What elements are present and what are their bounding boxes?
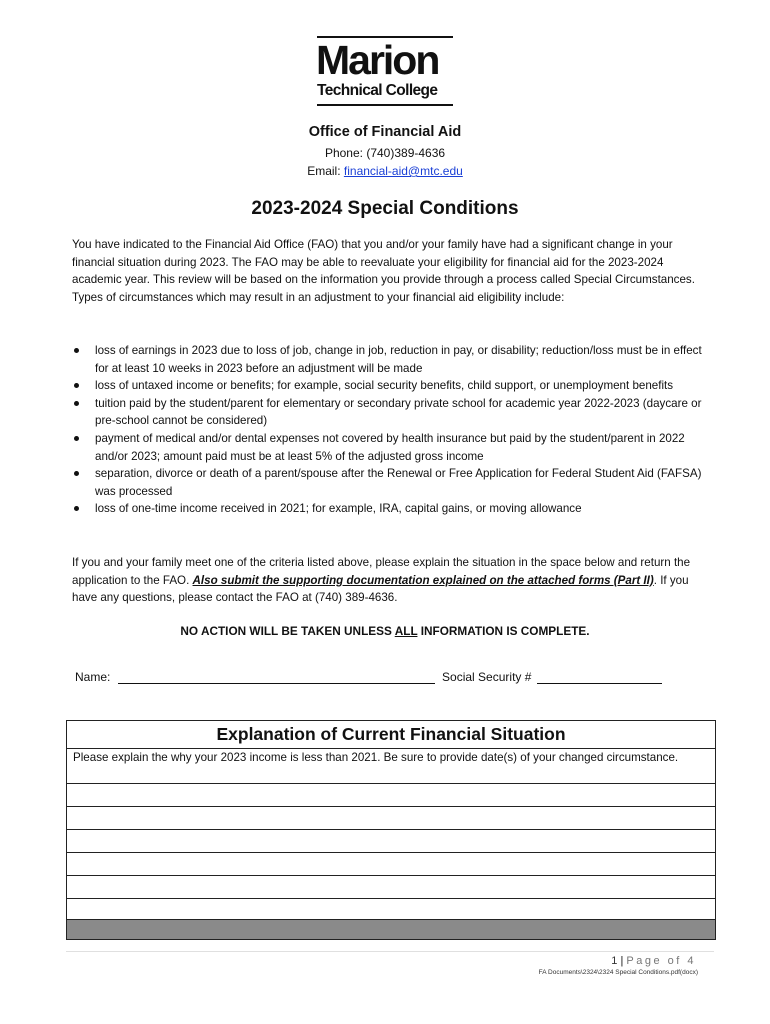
list-item [72,500,702,518]
name-field[interactable] [118,669,435,684]
bullet-icon [74,471,79,476]
college-logo [317,36,455,106]
explanation-line [67,875,715,876]
list-item-text: loss of one-time income received in 2021; for example, IRA, capital gains, or moving allowance [95,502,582,516]
list-item [72,395,702,430]
list-item [72,377,702,395]
list-item-text: loss of earnings in 2023 due to loss of job, change in job, reduction in pay, or disability; reduction/loss must be in effect for at least 10 weeks in 2023 before an adjustment will be made [95,344,702,375]
page-separator: | [620,955,624,967]
identity-fields [75,669,662,684]
closing-text: If you and your family meet one of the criteria listed above, please explain the situation in the space below and return the application to the FAO. [72,556,691,587]
logo-bottom-rule [317,104,453,106]
list-item-text: loss of untaxed income or benefits; for example, social security benefits, child support, or unemployment benefits [95,379,674,393]
list-item [72,465,702,500]
explanation-prompt: Please explain the why your 2023 income is less than 2021. Be sure to provide date(s) of your changed circumstance. [73,751,679,764]
notice-emphasis: ALL [394,624,418,638]
logo-subtitle: Technical College [317,82,438,99]
closing-contact: . If you have any questions, please contact the FAO at (740) 389-4636. [72,573,689,605]
email-label: Email: [307,164,341,178]
intro-paragraph: You have indicated to the Financial Aid Office (FAO) that you and/or your family have had a significant change in your financial situation during 2023. The FAO may be able to reevaluate your eligibility for financial aid for the 2023-2024 academic year. This review will be based on the information you provide through a process called Special Circumstances. Types of circumstances which may result in an adjustment to your financial aid eligibility include: [72,238,695,304]
page-label: Page of 4 [626,955,696,967]
explanation-line [67,783,715,784]
closing-paragraph [72,554,702,607]
office-heading: Office of Financial Aid [308,124,462,140]
phone-line [0,146,770,160]
bullet-icon [74,506,79,511]
email-link[interactable]: financial-aid@mtc.edu [343,164,463,178]
page-current: 1 [611,955,618,967]
shaded-row [67,920,715,939]
list-item [72,342,702,377]
list-item-text: payment of medical and/or dental expenses not covered by health insurance but paid by the student/parent in 2022 and/or 2023; amount paid must be at least 5% of the adjusted gross income [95,431,685,463]
notice-text-end: INFORMATION IS COMPLETE. [417,624,590,638]
list-item-text: tuition paid by the student/parent for elementary or secondary private school for academic year 2022-2023 (daycare or pre-school cannot be considered) [95,396,702,428]
footer-rule [66,951,714,952]
bullet-icon [74,401,79,406]
phone-number: (740)389-4636 [366,146,446,160]
ssn-field[interactable] [537,669,662,684]
circumstance-list [72,342,702,518]
page-title: 2023-2024 Special Conditions [251,198,519,219]
phone-label: Phone: [324,146,363,160]
closing-emphasis: Also submit the supporting documentation explained on the attached forms (Part II) [192,573,654,587]
explanation-title: Explanation of Current Financial Situation [67,721,715,749]
explanation-line [67,852,715,853]
explanation-line [67,898,715,899]
list-item-text: separation, divorce or death of a parent/spouse after the Renewal or Free Application for Federal Student Aid (FAFSA) was processed [95,467,702,498]
explanation-line [67,829,715,830]
explanation-box [66,720,716,940]
logo-name: Marion [316,37,439,83]
notice-text: NO ACTION WILL BE TAKEN UNLESS [180,624,395,638]
file-path: FA Documents\2324\2324 Special Conditions.pdf(docx) [538,969,698,976]
bullet-icon [74,348,79,353]
explanation-line [67,806,715,807]
name-label: Name: [75,670,111,684]
completeness-notice [0,624,770,638]
bullet-icon [74,383,79,388]
ssn-label: Social Security # [442,670,532,684]
bullet-icon [74,436,79,441]
list-item [72,430,702,465]
page-number [611,955,696,967]
email-line [0,164,770,178]
